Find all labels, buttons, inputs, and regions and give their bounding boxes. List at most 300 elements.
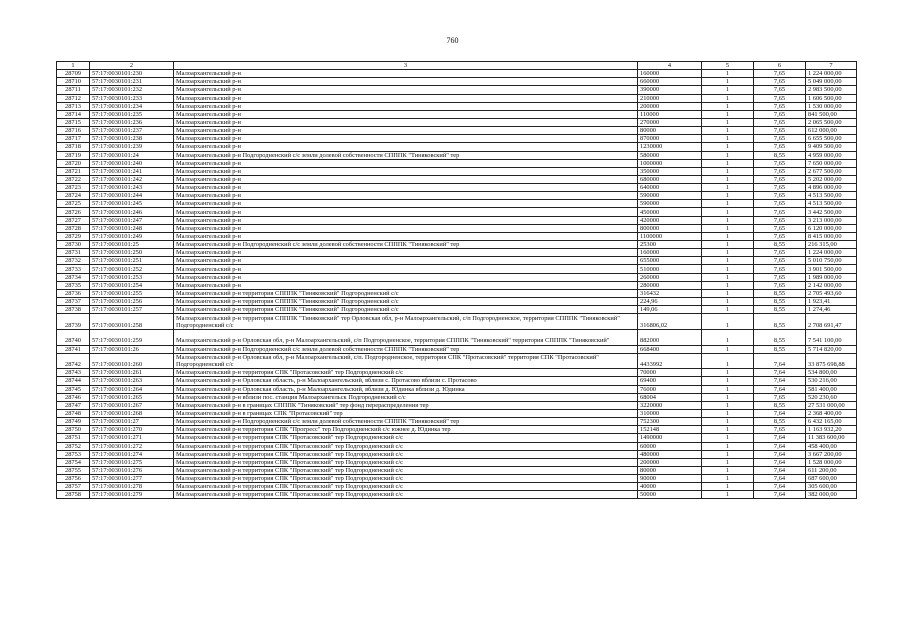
record-number: 28746 (57, 393, 90, 401)
rate-value: 8,55 (754, 314, 806, 330)
area-value: 160000 (638, 70, 702, 78)
quantity-value: 1 (702, 192, 754, 200)
record-number: 28709 (57, 70, 90, 78)
location-description: Малоархангельский р-н территория СПК "Протасовский" тер Подгородненский с/с (174, 483, 638, 491)
table-row (57, 78, 857, 86)
location-description: Малоархангельский р-н Подгородненский с/с земли долевой собственности СПППК "Тиняковский" тер (174, 345, 638, 353)
cadastral-number: 57:17:0030101:247 (90, 216, 174, 224)
record-number: 28714 (57, 110, 90, 118)
cadastral-number: 57:17:0030101:237 (90, 127, 174, 135)
area-value: 882000 (638, 329, 702, 345)
table-row (57, 175, 857, 183)
record-number: 28728 (57, 224, 90, 232)
cadastral-number: 57:17:0030101:254 (90, 281, 174, 289)
quantity-value: 1 (702, 298, 754, 306)
table-row (57, 329, 857, 345)
cadastral-value: 5 714 820,00 (806, 345, 857, 353)
area-value: 590000 (638, 200, 702, 208)
table-row (57, 298, 857, 306)
cadastral-number: 57:17:0030101:250 (90, 249, 174, 257)
quantity-value: 1 (702, 118, 754, 126)
cadastral-number: 57:17:0030101:249 (90, 232, 174, 240)
record-number: 28734 (57, 273, 90, 281)
record-number: 28712 (57, 94, 90, 102)
table-row (57, 159, 857, 167)
cadastral-value: 7 650 000,00 (806, 159, 857, 167)
cadastral-number: 57:17:0030101:255 (90, 289, 174, 297)
area-value: 640000 (638, 184, 702, 192)
quantity-value: 1 (702, 216, 754, 224)
cadastral-number: 57:17:0030101:252 (90, 265, 174, 273)
area-value: 668400 (638, 345, 702, 353)
location-description: Малоархангельский р-н (174, 281, 638, 289)
cadastral-number: 57:17:0030101:268 (90, 409, 174, 417)
rate-value: 8,55 (754, 401, 806, 409)
record-number: 28741 (57, 345, 90, 353)
rate-value: 7,65 (754, 273, 806, 281)
cadastral-number: 57:17:0030101:271 (90, 434, 174, 442)
cadastral-number: 57:17:0030101:258 (90, 314, 174, 330)
rate-value: 7,64 (754, 353, 806, 369)
location-description: Малоархангельский р-н (174, 118, 638, 126)
cadastral-number: 57:17:0030101:235 (90, 110, 174, 118)
record-number: 28722 (57, 175, 90, 183)
area-value: 200000 (638, 458, 702, 466)
cadastral-value: 1 163 932,20 (806, 426, 857, 434)
area-value: 224,96 (638, 298, 702, 306)
record-number: 28724 (57, 192, 90, 200)
cadastral-value: 1 274,46 (806, 306, 857, 314)
cadastral-number: 57:17:0030101:232 (90, 86, 174, 94)
location-description: Малоархангельский р-н Подгородненский с/с земли долевой собственности СПППК "Тиняковский" тер (174, 241, 638, 249)
location-description: Малоархангельский р-н территория СПК "Протасовский" тер Подгородненский с/с (174, 369, 638, 377)
table-row (57, 257, 857, 265)
cadastral-value: 534 800,00 (806, 369, 857, 377)
table-row (57, 94, 857, 102)
record-number: 28748 (57, 409, 90, 417)
rate-value: 7,64 (754, 442, 806, 450)
cadastral-value: 9 409 500,00 (806, 143, 857, 151)
area-value: 60000 (638, 442, 702, 450)
cadastral-number: 57:17:0030101:277 (90, 475, 174, 483)
area-value: 50000 (638, 491, 702, 499)
quantity-value: 1 (702, 127, 754, 135)
quantity-value: 1 (702, 184, 754, 192)
table-row (57, 208, 857, 216)
rate-value: 7,64 (754, 491, 806, 499)
rate-value: 7,65 (754, 110, 806, 118)
area-value: 149,06 (638, 306, 702, 314)
rate-value: 7,65 (754, 135, 806, 143)
location-description: Малоархангельский р-н Орловская область, р-н Малоархангельский, вблизи д. Юдинка вблизи д. Юдинка (174, 385, 638, 393)
cadastral-number: 57:17:0030101:244 (90, 192, 174, 200)
quantity-value: 1 (702, 409, 754, 417)
cadastral-value: 2 983 500,00 (806, 86, 857, 94)
record-number: 28744 (57, 377, 90, 385)
cadastral-value: 4 959 000,00 (806, 151, 857, 159)
rate-value: 7,65 (754, 281, 806, 289)
quantity-value: 1 (702, 94, 754, 102)
table-row (57, 249, 857, 257)
quantity-value: 1 (702, 175, 754, 183)
area-value: 69400 (638, 377, 702, 385)
location-description: Малоархангельский р-н (174, 273, 638, 281)
cadastral-value: 1 528 000,00 (806, 458, 857, 466)
table-row (57, 345, 857, 353)
cadastral-value: 1 989 000,00 (806, 273, 857, 281)
table-row (57, 491, 857, 499)
area-value: 590000 (638, 192, 702, 200)
area-value: 390000 (638, 86, 702, 94)
record-number: 28735 (57, 281, 90, 289)
area-value: 1000000 (638, 159, 702, 167)
cadastral-value: 612 000,00 (806, 127, 857, 135)
cadastral-value: 2 705 493,60 (806, 289, 857, 297)
quantity-value: 1 (702, 377, 754, 385)
cadastral-value: 3 901 500,00 (806, 265, 857, 273)
area-value: 420000 (638, 216, 702, 224)
area-value: 210000 (638, 94, 702, 102)
quantity-value: 1 (702, 167, 754, 175)
location-description: Малоархангельский р-н территория СПК "Протасовский" тер Подгородненский с/с (174, 475, 638, 483)
area-value: 800000 (638, 224, 702, 232)
location-description: Малоархангельский р-н (174, 86, 638, 94)
table-row (57, 450, 857, 458)
quantity-value: 1 (702, 426, 754, 434)
record-number: 28739 (57, 314, 90, 330)
location-description: Малоархангельский р-н (174, 94, 638, 102)
area-value: 70000 (638, 369, 702, 377)
quantity-value: 1 (702, 458, 754, 466)
cadastral-number: 57:17:0030101:230 (90, 70, 174, 78)
record-number: 28745 (57, 385, 90, 393)
cadastral-value: 581 400,00 (806, 385, 857, 393)
location-description: Малоархангельский р-н в границах СПК "Протасовский" тер (174, 409, 638, 417)
area-value: 660000 (638, 78, 702, 86)
cadastral-value: 2 677 500,00 (806, 167, 857, 175)
quantity-value: 1 (702, 491, 754, 499)
record-number: 28720 (57, 159, 90, 167)
quantity-value: 1 (702, 289, 754, 297)
location-description: Малоархангельский р-н (174, 216, 638, 224)
area-value: 316806,02 (638, 314, 702, 330)
area-value: 1100000 (638, 232, 702, 240)
area-value: 152148 (638, 426, 702, 434)
cadastral-number: 57:17:0030101:243 (90, 184, 174, 192)
quantity-value: 1 (702, 393, 754, 401)
location-description: Малоархангельский р-н в границах СПППК "Тиняковский" тер фонд перераспределения тер (174, 401, 638, 409)
rate-value: 7,65 (754, 216, 806, 224)
quantity-value: 1 (702, 110, 754, 118)
quantity-value: 1 (702, 418, 754, 426)
area-value: 480000 (638, 450, 702, 458)
quantity-value: 1 (702, 273, 754, 281)
location-description: Малоархангельский р-н (174, 249, 638, 257)
record-number: 28725 (57, 200, 90, 208)
column-number: 7 (806, 62, 857, 70)
cadastral-value: 2 708 691,47 (806, 314, 857, 330)
cadastral-number: 57:17:0030101:25 (90, 241, 174, 249)
location-description: Малоархангельский р-н (174, 135, 638, 143)
quantity-value: 1 (702, 102, 754, 110)
cadastral-number: 57:17:0030101:279 (90, 491, 174, 499)
table-row (57, 192, 857, 200)
cadastral-number: 57:17:0030101:260 (90, 353, 174, 369)
record-number: 28737 (57, 298, 90, 306)
table-row (57, 434, 857, 442)
cadastral-value: 4 513 500,00 (806, 200, 857, 208)
record-number: 28736 (57, 289, 90, 297)
record-number: 28717 (57, 135, 90, 143)
table-row (57, 289, 857, 297)
area-value: 310000 (638, 409, 702, 417)
quantity-value: 1 (702, 450, 754, 458)
cadastral-number: 57:17:0030101:241 (90, 167, 174, 175)
area-value: 3220000 (638, 401, 702, 409)
cadastral-value: 520 230,60 (806, 393, 857, 401)
cadastral-number: 57:17:0030101:275 (90, 458, 174, 466)
location-description: Малоархангельский р-н (174, 143, 638, 151)
quantity-value: 1 (702, 135, 754, 143)
quantity-value: 1 (702, 159, 754, 167)
rate-value: 7,65 (754, 208, 806, 216)
cadastral-value: 1 530 000,00 (806, 102, 857, 110)
location-description: Малоархангельский р-н Подгородненский с/с земли долевой собственности СПППК "Тиняковский" тер (174, 418, 638, 426)
rate-value: 7,65 (754, 86, 806, 94)
cadastral-number: 57:17:0030101:26 (90, 345, 174, 353)
cadastral-value: 305 600,00 (806, 483, 857, 491)
location-description: Малоархангельский р-н территория СПППК "Тиняковский" Подгородненский с/с (174, 289, 638, 297)
location-description: Малоархангельский р-н (174, 159, 638, 167)
column-number: 4 (638, 62, 702, 70)
table-row (57, 143, 857, 151)
cadastral-value: 687 600,00 (806, 475, 857, 483)
area-value: 280000 (638, 281, 702, 289)
cadastral-value: 611 200,00 (806, 466, 857, 474)
location-description: Малоархангельский р-н (174, 110, 638, 118)
table-body (57, 62, 857, 499)
record-number: 28719 (57, 151, 90, 159)
quantity-value: 1 (702, 329, 754, 345)
table-row (57, 401, 857, 409)
rate-value: 7,65 (754, 127, 806, 135)
table-row (57, 224, 857, 232)
location-description: Малоархангельский р-н территория СПК "Протасовский" тер Подгородненский с/с (174, 442, 638, 450)
cadastral-value: 6 432 165,00 (806, 418, 857, 426)
cadastral-value: 1 923,41 (806, 298, 857, 306)
cadastral-value: 1 606 500,00 (806, 94, 857, 102)
location-description: Малоархангельский р-н (174, 184, 638, 192)
cadastral-number: 57:17:0030101:276 (90, 466, 174, 474)
location-description: Малоархангельский р-н вблизи пос. станция Малоархангельск Подгородненский с/с (174, 393, 638, 401)
quantity-value: 1 (702, 143, 754, 151)
rate-value: 7,65 (754, 249, 806, 257)
cadastral-value: 841 500,00 (806, 110, 857, 118)
quantity-value: 1 (702, 434, 754, 442)
area-value: 40000 (638, 483, 702, 491)
record-number: 28753 (57, 450, 90, 458)
quantity-value: 1 (702, 306, 754, 314)
quantity-value: 1 (702, 466, 754, 474)
cadastral-number: 57:17:0030101:245 (90, 200, 174, 208)
cadastral-value: 1 224 000,00 (806, 70, 857, 78)
rate-value: 7,65 (754, 175, 806, 183)
table-row (57, 110, 857, 118)
rate-value: 7,65 (754, 232, 806, 240)
rate-value: 8,55 (754, 329, 806, 345)
rate-value: 7,64 (754, 409, 806, 417)
cadastral-number: 57:17:0030101:27 (90, 418, 174, 426)
rate-value: 7,65 (754, 159, 806, 167)
cadastral-value: 4 513 500,00 (806, 192, 857, 200)
record-number: 28756 (57, 475, 90, 483)
quantity-value: 1 (702, 314, 754, 330)
area-value: 752300 (638, 418, 702, 426)
rate-value: 8,55 (754, 418, 806, 426)
cadastral-number: 57:17:0030101:248 (90, 224, 174, 232)
quantity-value: 1 (702, 369, 754, 377)
rate-value: 7,65 (754, 426, 806, 434)
table-row (57, 353, 857, 369)
record-number: 28752 (57, 442, 90, 450)
record-number: 28750 (57, 426, 90, 434)
table-row (57, 385, 857, 393)
table-row (57, 369, 857, 377)
rate-value: 7,65 (754, 70, 806, 78)
table-row (57, 409, 857, 417)
column-number: 1 (57, 62, 90, 70)
location-description: Малоархангельский р-н (174, 175, 638, 183)
cadastral-value: 5 202 000,00 (806, 175, 857, 183)
quantity-value: 1 (702, 353, 754, 369)
record-number: 28715 (57, 118, 90, 126)
table-row (57, 70, 857, 78)
rate-value: 7,65 (754, 167, 806, 175)
column-number: 3 (174, 62, 638, 70)
cadastral-number: 57:17:0030101:261 (90, 369, 174, 377)
location-description: Малоархангельский р-н (174, 200, 638, 208)
record-number: 28723 (57, 184, 90, 192)
area-value: 450000 (638, 208, 702, 216)
location-description: Малоархангельский р-н Орловская область, р-н Малоархангельский, вблизи с. Протасово вблизи с. Протасово (174, 377, 638, 385)
table-row (57, 314, 857, 330)
rate-value: 8,55 (754, 298, 806, 306)
location-description: Малоархангельский р-н территория СПК "Протасовский" тер Подгородненский с/с (174, 434, 638, 442)
location-description: Малоархангельский р-н (174, 257, 638, 265)
location-description: Малоархангельский р-н Орловская обл, р-н Малоархангельский, с/п Подгородненское, территория СПППК "Тиняковский" территория СПППК "Тиняковский" (174, 329, 638, 345)
area-value: 80000 (638, 466, 702, 474)
area-value: 110000 (638, 110, 702, 118)
table-row (57, 281, 857, 289)
area-value: 580000 (638, 151, 702, 159)
location-description: Малоархангельский р-н (174, 102, 638, 110)
rate-value: 7,65 (754, 192, 806, 200)
table-row (57, 216, 857, 224)
quantity-value: 1 (702, 208, 754, 216)
cadastral-number: 57:17:0030101:278 (90, 483, 174, 491)
cadastral-number: 57:17:0030101:257 (90, 306, 174, 314)
table-row (57, 127, 857, 135)
record-number: 28738 (57, 306, 90, 314)
location-description: Малоархангельский р-н территория СПК "Протасовский" тер Подгородненский с/с (174, 466, 638, 474)
cadastral-value: 216 315,00 (806, 241, 857, 249)
cadastral-number: 57:17:0030101:239 (90, 143, 174, 151)
quantity-value: 1 (702, 78, 754, 86)
rate-value: 7,64 (754, 450, 806, 458)
location-description: Малоархангельский р-н территория СПК "Прогресс" тер Подгородненский с/с южнее д. Юдинка тер (174, 426, 638, 434)
rate-value: 7,65 (754, 257, 806, 265)
area-value: 270000 (638, 118, 702, 126)
cadastral-number: 57:17:0030101:270 (90, 426, 174, 434)
rate-value: 7,65 (754, 143, 806, 151)
cadastral-value: 2 065 500,00 (806, 118, 857, 126)
rate-value: 7,65 (754, 118, 806, 126)
area-value: 1490000 (638, 434, 702, 442)
record-number: 28742 (57, 353, 90, 369)
column-number-row (57, 62, 857, 70)
location-description: Малоархангельский р-н территория СПК "Протасовский" тер Подгородненский с/с (174, 458, 638, 466)
table-row (57, 102, 857, 110)
table-row (57, 265, 857, 273)
table-row (57, 184, 857, 192)
location-description: Малоархангельский р-н Орловская обл, р-н Малоархангельский, с/п. Подгородненское, территория СПК "Протасовский" территория СПК "Протасовский" Подгородненский с/с (174, 353, 638, 369)
rate-value: 7,65 (754, 184, 806, 192)
quantity-value: 1 (702, 483, 754, 491)
cadastral-number: 57:17:0030101:233 (90, 94, 174, 102)
rate-value: 7,64 (754, 483, 806, 491)
location-description: Малоархангельский р-н (174, 70, 638, 78)
location-description: Малоархангельский р-н (174, 208, 638, 216)
location-description: Малоархангельский р-н территория СПППК "Тиняковский" Подгородненский с/с (174, 306, 638, 314)
table-row (57, 442, 857, 450)
rate-value: 7,65 (754, 224, 806, 232)
quantity-value: 1 (702, 345, 754, 353)
column-number: 2 (90, 62, 174, 70)
location-description: Малоархангельский р-н (174, 167, 638, 175)
rate-value: 8,55 (754, 306, 806, 314)
cadastral-value: 2 368 400,00 (806, 409, 857, 417)
quantity-value: 1 (702, 241, 754, 249)
table-row (57, 458, 857, 466)
area-value: 160000 (638, 249, 702, 257)
column-number: 6 (754, 62, 806, 70)
area-value: 655000 (638, 257, 702, 265)
table-row (57, 151, 857, 159)
cadastral-number: 57:17:0030101:242 (90, 175, 174, 183)
record-number: 28758 (57, 491, 90, 499)
quantity-value: 1 (702, 401, 754, 409)
record-number: 28743 (57, 369, 90, 377)
record-number: 28751 (57, 434, 90, 442)
cadastral-value: 6 120 000,00 (806, 224, 857, 232)
cadastral-value: 11 383 600,00 (806, 434, 857, 442)
area-value: 1230000 (638, 143, 702, 151)
record-number: 28713 (57, 102, 90, 110)
area-value: 68004 (638, 393, 702, 401)
record-number: 28729 (57, 232, 90, 240)
location-description: Малоархангельский р-н (174, 224, 638, 232)
cadastral-value: 6 655 500,00 (806, 135, 857, 143)
area-value: 80000 (638, 127, 702, 135)
cadastral-number: 57:17:0030101:264 (90, 385, 174, 393)
area-value: 870000 (638, 135, 702, 143)
table-row (57, 377, 857, 385)
quantity-value: 1 (702, 249, 754, 257)
cadastral-value: 2 142 000,00 (806, 281, 857, 289)
rate-value: 8,55 (754, 345, 806, 353)
record-number: 28721 (57, 167, 90, 175)
rate-value: 8,55 (754, 151, 806, 159)
